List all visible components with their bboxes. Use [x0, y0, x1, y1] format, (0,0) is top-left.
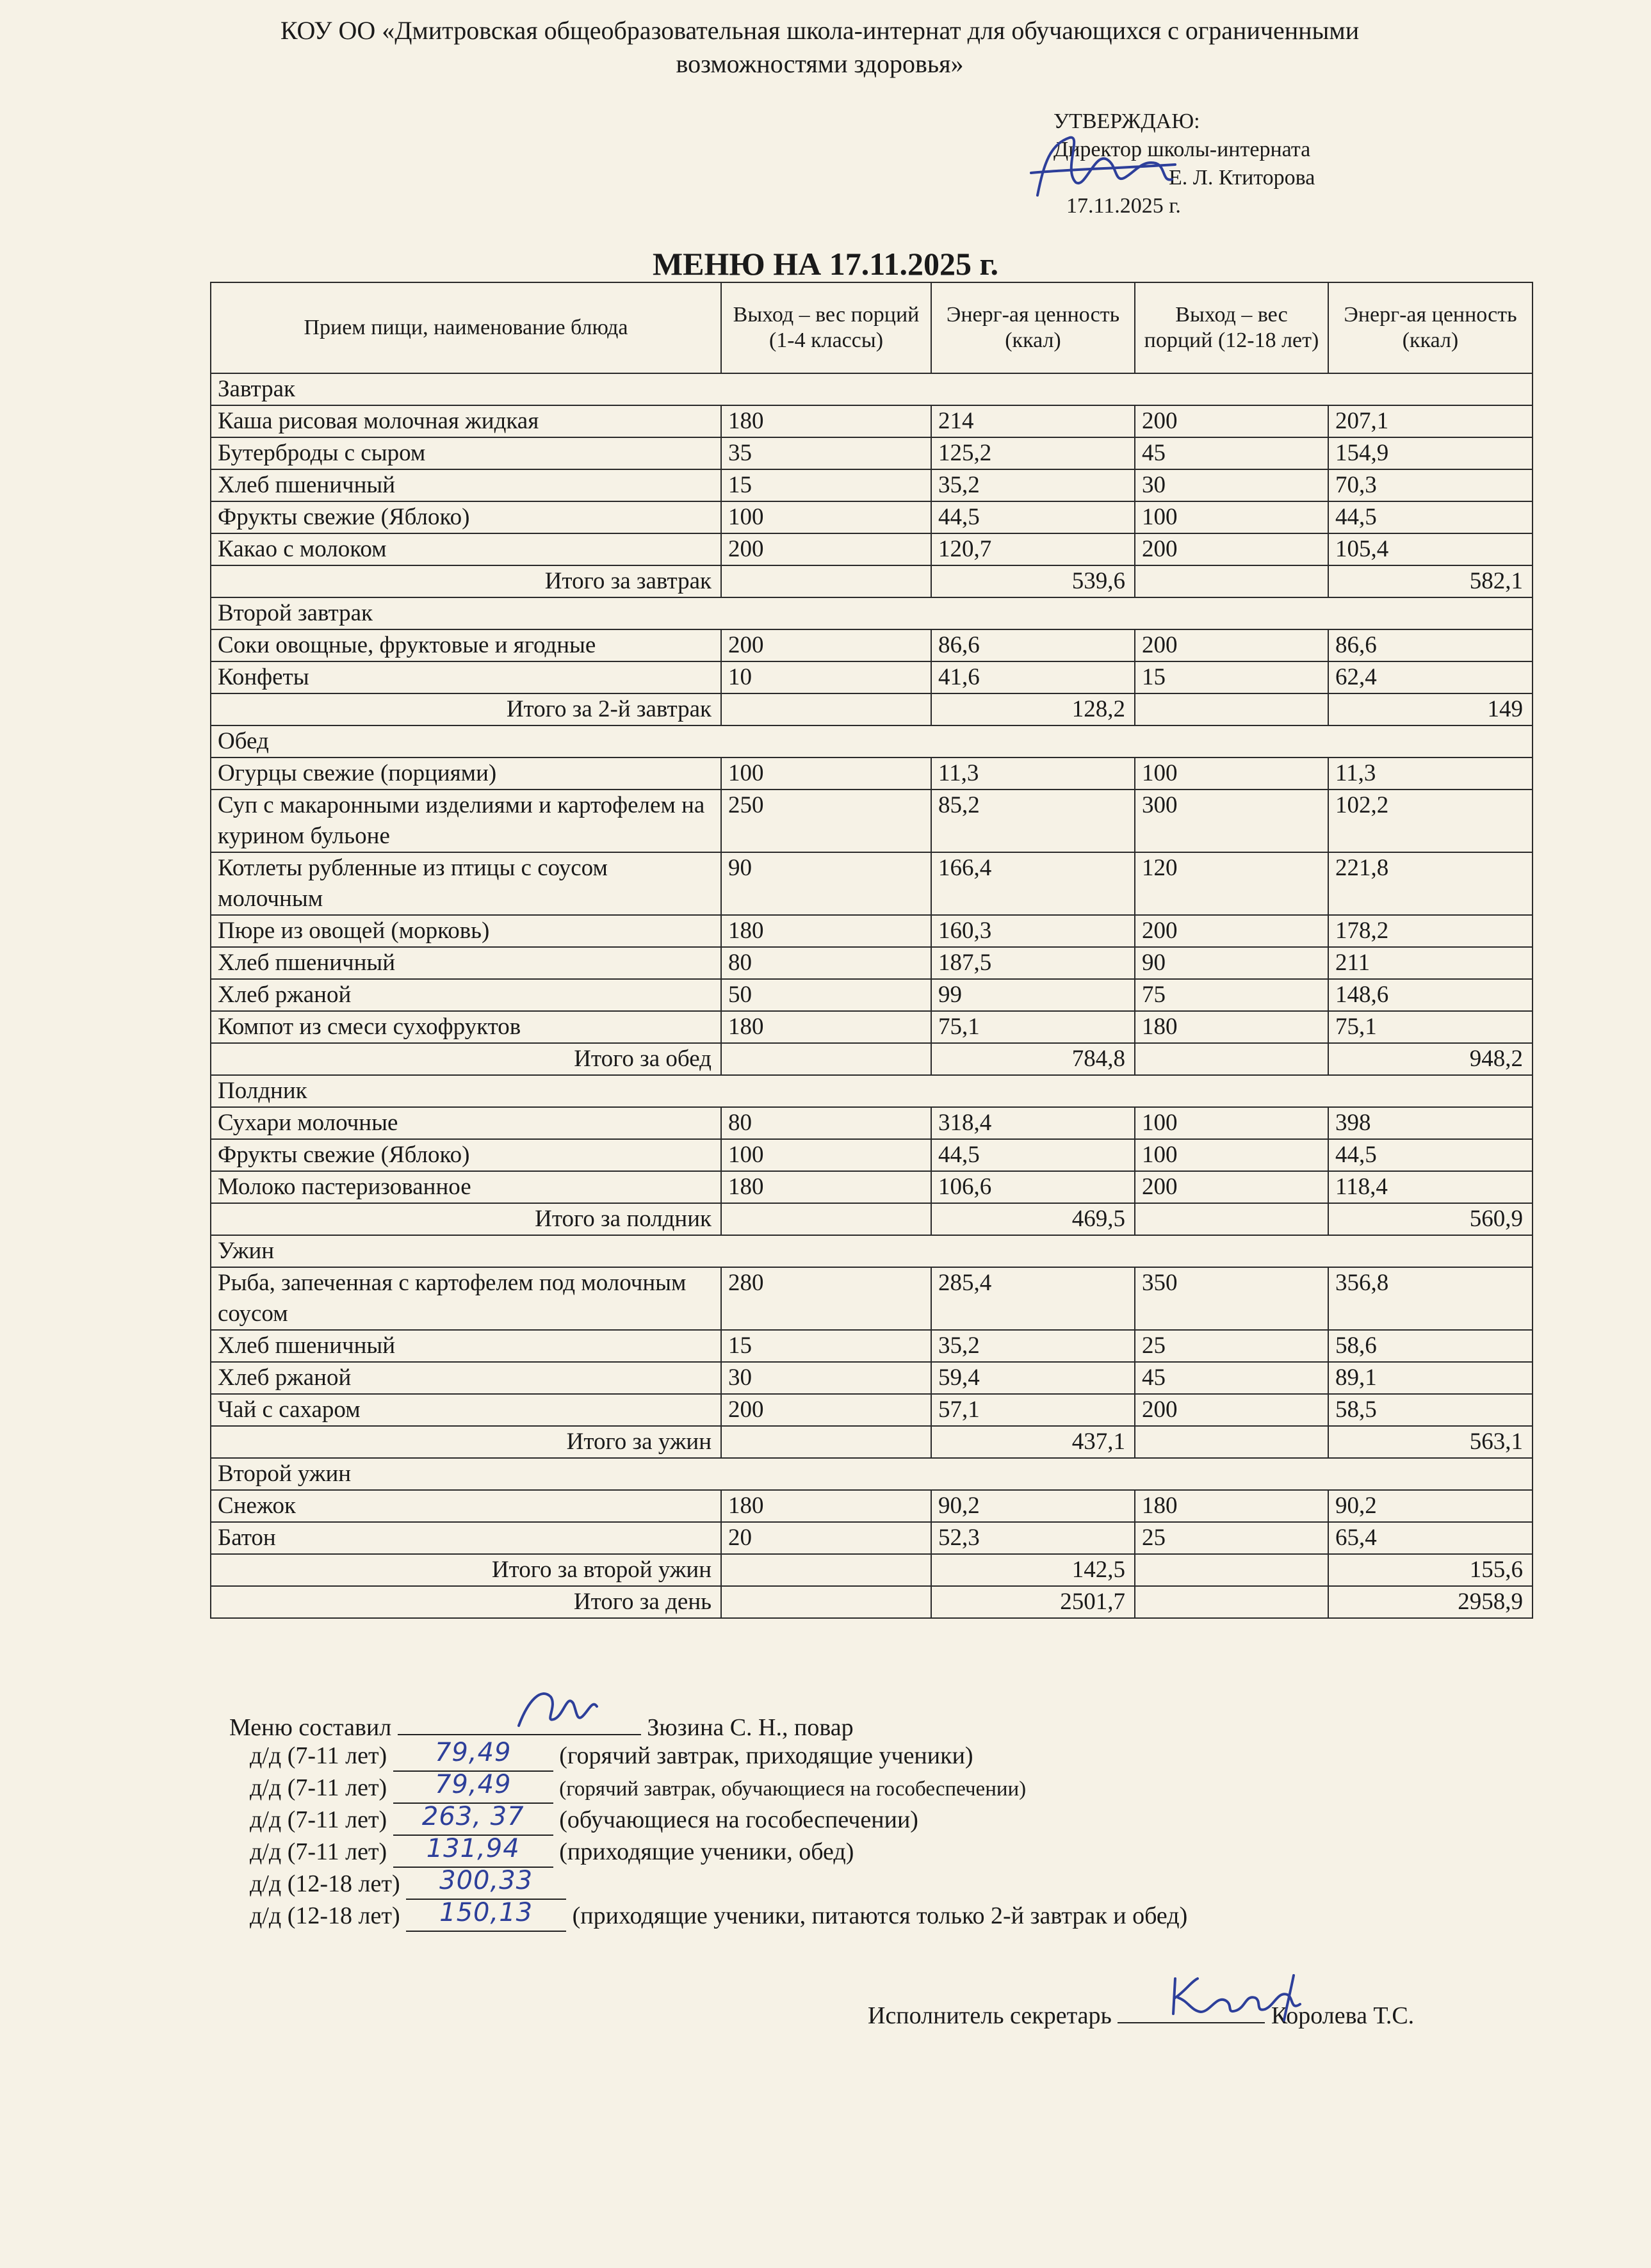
weight-junior: 200 — [721, 1394, 931, 1426]
weight-senior: 300 — [1135, 790, 1328, 852]
empty-cell — [721, 1426, 931, 1458]
empty-cell — [1135, 565, 1328, 597]
energy-junior: 35,2 — [931, 469, 1135, 501]
weight-senior: 200 — [1135, 405, 1328, 437]
weight-senior: 200 — [1135, 1171, 1328, 1203]
rate-value-blank — [393, 1836, 553, 1868]
executor-label: Исполнитель секретарь — [868, 2002, 1112, 2029]
daily-rate-line — [250, 1740, 973, 1772]
weight-junior: 100 — [721, 757, 931, 790]
energy-senior: 356,8 — [1328, 1267, 1533, 1330]
total-row — [211, 1426, 1533, 1458]
weight-junior: 15 — [721, 1330, 931, 1362]
rate-value-blank — [393, 1772, 553, 1804]
dish-row — [211, 915, 1533, 947]
weight-senior: 25 — [1135, 1330, 1328, 1362]
dish-name: Фрукты свежие (Яблоко) — [211, 501, 721, 533]
energy-junior: 11,3 — [931, 757, 1135, 790]
daily-rate-line — [250, 1868, 566, 1900]
dish-row — [211, 1394, 1533, 1426]
header-dish: Прием пищи, наименование блюда — [211, 282, 721, 373]
total-energy-senior: 2958,9 — [1328, 1586, 1533, 1618]
empty-cell — [721, 565, 931, 597]
meal-section-row — [211, 597, 1533, 629]
dish-name: Хлеб ржаной — [211, 979, 721, 1011]
weight-junior: 100 — [721, 1139, 931, 1171]
energy-senior: 65,4 — [1328, 1522, 1533, 1554]
energy-senior: 89,1 — [1328, 1362, 1533, 1394]
rate-age-label: д/д (12-18 лет) — [250, 1870, 400, 1897]
weight-senior: 200 — [1135, 629, 1328, 661]
approval-position: Директор школы-интерната — [1053, 138, 1311, 161]
dish-row — [211, 469, 1533, 501]
rate-note: (обучающиеся на гособеспечении) — [559, 1806, 918, 1833]
energy-senior: 44,5 — [1328, 501, 1533, 533]
dish-name: Соки овощные, фруктовые и ягодные — [211, 629, 721, 661]
rate-value-handwritten: 300,33 — [439, 1866, 533, 1895]
weight-junior: 180 — [721, 1490, 931, 1522]
rate-value-blank — [393, 1740, 553, 1772]
energy-junior: 75,1 — [931, 1011, 1135, 1043]
energy-junior: 35,2 — [931, 1330, 1135, 1362]
header-energy-senior: Энерг-ая ценность (ккал) — [1328, 282, 1533, 373]
rate-value-blank — [393, 1804, 553, 1836]
total-energy-junior: 469,5 — [931, 1203, 1135, 1235]
dish-name: Батон — [211, 1522, 721, 1554]
dish-name: Чай с сахаром — [211, 1394, 721, 1426]
total-energy-senior: 155,6 — [1328, 1554, 1533, 1586]
empty-cell — [1135, 1203, 1328, 1235]
energy-junior: 44,5 — [931, 1139, 1135, 1171]
energy-junior: 187,5 — [931, 947, 1135, 979]
energy-senior: 70,3 — [1328, 469, 1533, 501]
meal-section-label: Второй завтрак — [211, 597, 1533, 629]
dish-row — [211, 437, 1533, 469]
weight-senior: 90 — [1135, 947, 1328, 979]
weight-junior: 90 — [721, 852, 931, 915]
empty-cell — [721, 1586, 931, 1618]
dish-name: Суп с макаронными изделиями и картофелем на курином бульоне — [211, 790, 721, 852]
dish-name: Котлеты рубленные из птицы с соусом молочным — [211, 852, 721, 915]
energy-junior: 86,6 — [931, 629, 1135, 661]
dish-name: Какао с молоком — [211, 533, 721, 565]
weight-senior: 180 — [1135, 1011, 1328, 1043]
weight-senior: 15 — [1135, 661, 1328, 693]
energy-junior: 318,4 — [931, 1107, 1135, 1139]
energy-junior: 44,5 — [931, 501, 1135, 533]
dish-name: Бутерброды с сыром — [211, 437, 721, 469]
energy-senior: 211 — [1328, 947, 1533, 979]
weight-junior: 100 — [721, 501, 931, 533]
energy-junior: 106,6 — [931, 1171, 1135, 1203]
weight-senior: 350 — [1135, 1267, 1328, 1330]
dish-row — [211, 1139, 1533, 1171]
total-energy-junior: 128,2 — [931, 693, 1135, 725]
energy-senior: 148,6 — [1328, 979, 1533, 1011]
energy-senior: 58,5 — [1328, 1394, 1533, 1426]
empty-cell — [721, 1554, 931, 1586]
org-line-1: КОУ ОО «Дмитровская общеобразовательная школа-интернат для обучающихся с ограниченными — [280, 16, 1360, 45]
dish-name: Компот из смеси сухофруктов — [211, 1011, 721, 1043]
empty-cell — [721, 1203, 931, 1235]
total-label: Итого за полдник — [211, 1203, 721, 1235]
energy-junior: 52,3 — [931, 1522, 1135, 1554]
total-label: Итого за второй ужин — [211, 1554, 721, 1586]
total-energy-senior: 563,1 — [1328, 1426, 1533, 1458]
rate-value-handwritten: 131,94 — [426, 1834, 520, 1863]
energy-senior: 398 — [1328, 1107, 1533, 1139]
total-energy-senior: 149 — [1328, 693, 1533, 725]
energy-senior: 75,1 — [1328, 1011, 1533, 1043]
total-row — [211, 1043, 1533, 1075]
rate-value-handwritten: 263, 37 — [421, 1802, 525, 1831]
energy-junior: 90,2 — [931, 1490, 1135, 1522]
dish-name: Рыба, запеченная с картофелем под молочным соусом — [211, 1267, 721, 1330]
rate-age-label: д/д (7-11 лет) — [250, 1806, 387, 1833]
energy-junior: 85,2 — [931, 790, 1135, 852]
cook-signature — [512, 1681, 602, 1738]
menu-table — [210, 282, 1533, 1619]
dish-row — [211, 533, 1533, 565]
total-energy-junior: 784,8 — [931, 1043, 1135, 1075]
energy-junior: 99 — [931, 979, 1135, 1011]
dish-row — [211, 1330, 1533, 1362]
energy-junior: 285,4 — [931, 1267, 1135, 1330]
dish-row — [211, 1171, 1533, 1203]
weight-senior: 45 — [1135, 437, 1328, 469]
rate-value-handwritten: 79,49 — [434, 1770, 512, 1799]
total-row — [211, 693, 1533, 725]
dish-row — [211, 1362, 1533, 1394]
total-row — [211, 1586, 1533, 1618]
dish-name: Хлеб пшеничный — [211, 947, 721, 979]
dish-row — [211, 1490, 1533, 1522]
approval-name: Е. Л. Ктиторова — [1169, 166, 1315, 190]
energy-senior: 58,6 — [1328, 1330, 1533, 1362]
energy-senior: 118,4 — [1328, 1171, 1533, 1203]
approval-label: УТВЕРЖДАЮ: — [1053, 109, 1200, 133]
dish-row — [211, 1011, 1533, 1043]
weight-junior: 180 — [721, 1011, 931, 1043]
energy-junior: 125,2 — [931, 437, 1135, 469]
organization-header — [192, 14, 1447, 81]
dish-name: Сухари молочные — [211, 1107, 721, 1139]
energy-junior: 214 — [931, 405, 1135, 437]
dish-name: Фрукты свежие (Яблоко) — [211, 1139, 721, 1171]
total-energy-junior: 437,1 — [931, 1426, 1135, 1458]
dish-row — [211, 405, 1533, 437]
rate-note: (приходящие ученики, питаются только 2-й завтрак и обед) — [572, 1902, 1188, 1929]
total-energy-junior: 539,6 — [931, 565, 1135, 597]
energy-senior: 62,4 — [1328, 661, 1533, 693]
dish-name: Каша рисовая молочная жидкая — [211, 405, 721, 437]
rate-value-blank — [406, 1900, 566, 1932]
header-weight-junior: Выход – вес порций (1-4 классы) — [721, 282, 931, 373]
weight-senior: 120 — [1135, 852, 1328, 915]
rate-value-handwritten: 79,49 — [434, 1738, 512, 1767]
rate-note: (приходящие ученики, обед) — [559, 1838, 854, 1865]
rate-note: (горячий завтрак, приходящие ученики) — [559, 1742, 973, 1769]
weight-junior: 280 — [721, 1267, 931, 1330]
weight-senior: 100 — [1135, 1139, 1328, 1171]
rate-age-label: д/д (12-18 лет) — [250, 1902, 400, 1929]
weight-junior: 180 — [721, 915, 931, 947]
energy-senior: 44,5 — [1328, 1139, 1533, 1171]
weight-junior: 50 — [721, 979, 931, 1011]
total-energy-senior: 948,2 — [1328, 1043, 1533, 1075]
weight-senior: 200 — [1135, 1394, 1328, 1426]
weight-junior: 180 — [721, 405, 931, 437]
meal-section-row — [211, 725, 1533, 757]
weight-senior: 200 — [1135, 533, 1328, 565]
energy-junior: 59,4 — [931, 1362, 1135, 1394]
daily-rate-line — [250, 1804, 918, 1836]
total-row — [211, 565, 1533, 597]
weight-junior: 180 — [721, 1171, 931, 1203]
dish-name: Хлеб ржаной — [211, 1362, 721, 1394]
rate-value-handwritten: 150,13 — [439, 1898, 533, 1927]
weight-senior: 75 — [1135, 979, 1328, 1011]
dish-name: Огурцы свежие (порциями) — [211, 757, 721, 790]
dish-name: Молоко пастеризованное — [211, 1171, 721, 1203]
energy-senior: 207,1 — [1328, 405, 1533, 437]
total-label: Итого за обед — [211, 1043, 721, 1075]
energy-senior: 221,8 — [1328, 852, 1533, 915]
weight-senior: 100 — [1135, 1107, 1328, 1139]
weight-senior: 200 — [1135, 915, 1328, 947]
energy-senior: 102,2 — [1328, 790, 1533, 852]
dish-row — [211, 947, 1533, 979]
rate-note: (горячий завтрак, обучающиеся на гособеспечении) — [559, 1778, 1027, 1801]
dish-name: Снежок — [211, 1490, 721, 1522]
empty-cell — [721, 1043, 931, 1075]
total-label: Итого за день — [211, 1586, 721, 1618]
weight-senior: 180 — [1135, 1490, 1328, 1522]
table-header-row — [211, 282, 1533, 373]
weight-junior: 200 — [721, 629, 931, 661]
dish-name: Хлеб пшеничный — [211, 469, 721, 501]
daily-rate-line — [250, 1836, 854, 1868]
energy-senior: 11,3 — [1328, 757, 1533, 790]
weight-junior: 20 — [721, 1522, 931, 1554]
dish-row — [211, 1107, 1533, 1139]
weight-junior: 80 — [721, 1107, 931, 1139]
meal-section-row — [211, 1458, 1533, 1490]
header-weight-senior: Выход – вес порций (12-18 лет) — [1135, 282, 1328, 373]
total-row — [211, 1554, 1533, 1586]
energy-senior: 86,6 — [1328, 629, 1533, 661]
dish-name: Конфеты — [211, 661, 721, 693]
approval-date: 17.11.2025 г. — [1066, 194, 1181, 218]
weight-junior: 200 — [721, 533, 931, 565]
dish-row — [211, 757, 1533, 790]
dish-row — [211, 1267, 1533, 1330]
total-row — [211, 1203, 1533, 1235]
meal-section-label: Завтрак — [211, 373, 1533, 405]
org-line-2: возможностями здоровья» — [676, 49, 964, 78]
weight-senior: 30 — [1135, 469, 1328, 501]
dish-row — [211, 790, 1533, 852]
energy-junior: 160,3 — [931, 915, 1135, 947]
menu-table-body — [211, 373, 1533, 1618]
meal-section-row — [211, 1235, 1533, 1267]
empty-cell — [1135, 1043, 1328, 1075]
total-label: Итого за завтрак — [211, 565, 721, 597]
total-label: Итого за 2-й завтрак — [211, 693, 721, 725]
energy-senior: 90,2 — [1328, 1490, 1533, 1522]
rate-age-label: д/д (7-11 лет) — [250, 1742, 387, 1769]
daily-rate-line — [250, 1772, 1026, 1804]
meal-section-label: Обед — [211, 725, 1533, 757]
dish-name: Хлеб пшеничный — [211, 1330, 721, 1362]
rate-age-label: д/д (7-11 лет) — [250, 1838, 387, 1865]
dish-row — [211, 629, 1533, 661]
total-label: Итого за ужин — [211, 1426, 721, 1458]
energy-junior: 41,6 — [931, 661, 1135, 693]
rate-value-blank — [406, 1868, 566, 1900]
executor-line — [868, 1997, 1414, 2030]
weight-senior: 45 — [1135, 1362, 1328, 1394]
meal-section-row — [211, 1075, 1533, 1107]
weight-senior: 100 — [1135, 757, 1328, 790]
dish-row — [211, 501, 1533, 533]
meal-section-label: Второй ужин — [211, 1458, 1533, 1490]
weight-junior: 10 — [721, 661, 931, 693]
weight-senior: 100 — [1135, 501, 1328, 533]
composed-label: Меню составил — [229, 1714, 392, 1741]
empty-cell — [1135, 1426, 1328, 1458]
dish-row — [211, 661, 1533, 693]
energy-junior: 166,4 — [931, 852, 1135, 915]
empty-cell — [1135, 1586, 1328, 1618]
energy-junior: 120,7 — [931, 533, 1135, 565]
total-energy-senior: 560,9 — [1328, 1203, 1533, 1235]
weight-junior: 30 — [721, 1362, 931, 1394]
dish-row — [211, 979, 1533, 1011]
executor-name: Королева Т.С. — [1271, 2002, 1415, 2029]
daily-rate-line — [250, 1900, 1187, 1932]
secretary-signature — [1166, 1966, 1313, 2023]
dish-row — [211, 852, 1533, 915]
total-energy-senior: 582,1 — [1328, 565, 1533, 597]
weight-junior: 35 — [721, 437, 931, 469]
dish-row — [211, 1522, 1533, 1554]
weight-senior: 25 — [1135, 1522, 1328, 1554]
composed-name: Зюзина С. Н., повар — [647, 1714, 854, 1741]
rate-age-label: д/д (7-11 лет) — [250, 1774, 387, 1801]
meal-section-label: Ужин — [211, 1235, 1533, 1267]
empty-cell — [1135, 1554, 1328, 1586]
energy-senior: 178,2 — [1328, 915, 1533, 947]
energy-junior: 57,1 — [931, 1394, 1135, 1426]
empty-cell — [1135, 693, 1328, 725]
director-signature — [1025, 125, 1178, 208]
page-title: МЕНЮ НА 17.11.2025 г. — [652, 246, 999, 282]
energy-senior: 154,9 — [1328, 437, 1533, 469]
meal-section-row — [211, 373, 1533, 405]
meal-section-label: Полдник — [211, 1075, 1533, 1107]
weight-junior: 80 — [721, 947, 931, 979]
total-energy-junior: 2501,7 — [931, 1586, 1135, 1618]
weight-junior: 250 — [721, 790, 931, 852]
dish-name: Пюре из овощей (морковь) — [211, 915, 721, 947]
header-energy-junior: Энерг-ая ценность (ккал) — [931, 282, 1135, 373]
energy-senior: 105,4 — [1328, 533, 1533, 565]
weight-junior: 15 — [721, 469, 931, 501]
empty-cell — [721, 693, 931, 725]
total-energy-junior: 142,5 — [931, 1554, 1135, 1586]
